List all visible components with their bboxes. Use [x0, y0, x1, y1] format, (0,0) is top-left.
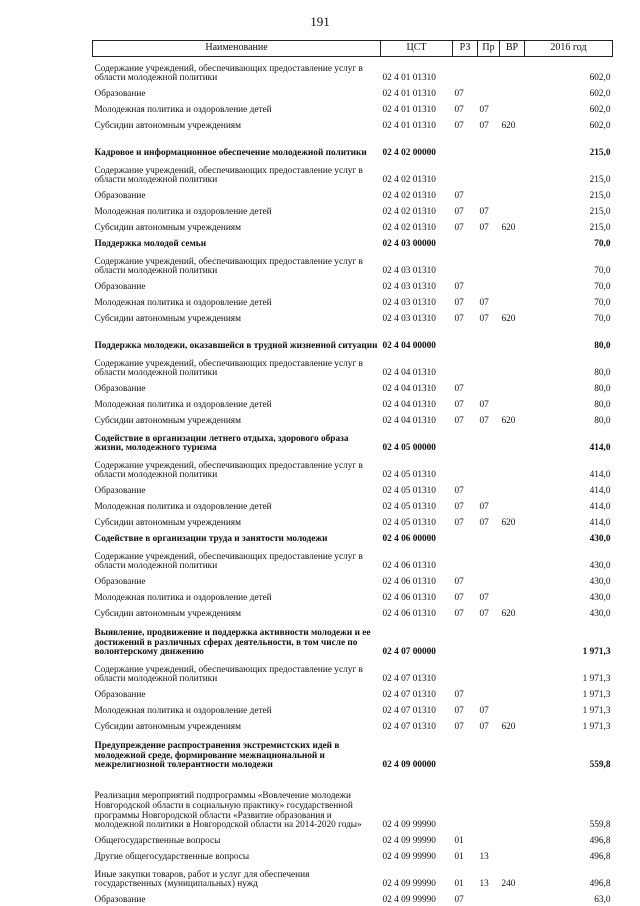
header-name: Наименование [93, 41, 381, 57]
row-rz: 01 [454, 852, 464, 863]
row-cst: 02 4 06 00000 [382, 534, 436, 545]
table-row [93, 427, 613, 454]
row-vr: 620 [501, 223, 516, 234]
row-cst: 02 4 06 01310 [382, 577, 436, 588]
row-cst: 02 4 09 00000 [382, 760, 436, 771]
table-row [93, 186, 613, 202]
row-rz: 07 [454, 895, 464, 906]
row-pr [478, 277, 500, 293]
row-amount: 215,0 [589, 175, 611, 186]
row-vr [500, 132, 525, 159]
row-amount: 430,0 [589, 593, 611, 604]
row-amount: 70,0 [594, 239, 611, 250]
row-vr [500, 701, 525, 717]
row-cst: 02 4 05 01310 [382, 518, 436, 529]
row-amount: 63,0 [594, 895, 611, 906]
row-cst: 02 4 09 99990 [382, 895, 436, 906]
row-vr [500, 588, 525, 604]
row-name: Молодежная политика и оздоровление детей [94, 400, 272, 411]
row-name: Молодежная политика и оздоровление детей [94, 593, 272, 604]
row-vr: 240 [501, 879, 516, 890]
row-vr [500, 685, 525, 701]
row-name: Субсидии автономным учреждениям [94, 609, 241, 620]
row-rz: 07 [454, 298, 464, 309]
row-rz: 07 [454, 690, 464, 701]
row-rz: 07 [454, 593, 464, 604]
row-vr [500, 529, 525, 545]
row-cst: 02 4 02 01310 [382, 207, 436, 218]
row-cst: 02 4 01 01310 [382, 105, 436, 116]
row-rz [453, 545, 478, 572]
row-vr: 620 [501, 518, 516, 529]
row-cst: 02 4 02 01310 [382, 175, 436, 186]
row-vr [500, 620, 525, 658]
row-cst: 02 4 07 00000 [382, 647, 436, 658]
row-cst: 02 4 05 01310 [382, 486, 436, 497]
table-row [93, 620, 613, 658]
table-row [93, 379, 613, 395]
row-vr [500, 352, 525, 379]
row-rz: 07 [454, 314, 464, 325]
row-pr: 07 [479, 121, 489, 132]
row-name: Молодежная политика и оздоровление детей [94, 207, 272, 218]
row-vr [500, 658, 525, 685]
row-cst: 02 4 03 01310 [382, 298, 436, 309]
row-vr [500, 100, 525, 116]
row-name: Предупреждение распространения экстремистских идей в молодежной среде, формирование межнациональной и межрелигиозной толерантности молодежи [94, 740, 340, 771]
row-vr: 620 [501, 314, 516, 325]
row-cst: 02 4 09 99990 [382, 820, 436, 831]
row-cst: 02 4 01 01310 [382, 73, 436, 84]
row-name: Общегосударственные вопросы [94, 836, 221, 847]
row-cst: 02 4 03 00000 [382, 239, 436, 250]
table-row [93, 572, 613, 588]
row-cst: 02 4 05 00000 [382, 443, 436, 454]
row-vr [500, 831, 525, 847]
row-name: Содержание учреждений, обеспечивающих предоставление услуг в области молодежной политики [94, 664, 363, 685]
row-amount: 496,8 [589, 836, 611, 847]
row-pr [478, 831, 500, 847]
table-row [93, 250, 613, 277]
header-rz: РЗ [453, 41, 478, 57]
row-name: Молодежная политика и оздоровление детей [94, 502, 272, 513]
row-amount: 602,0 [589, 121, 611, 132]
row-cst: 02 4 04 01310 [382, 400, 436, 411]
row-amount: 1 971,3 [582, 647, 611, 658]
row-pr: 07 [479, 223, 489, 234]
row-name: Поддержка молодежи, оказавшейся в трудной жизненной ситуации [94, 341, 378, 352]
row-rz: 07 [454, 105, 464, 116]
row-pr [478, 890, 500, 906]
row-rz: 07 [454, 502, 464, 513]
row-pr [478, 572, 500, 588]
row-cst: 02 4 06 01310 [382, 609, 436, 620]
row-pr [478, 250, 500, 277]
row-vr [500, 890, 525, 906]
row-rz: 01 [454, 836, 464, 847]
table-body [93, 57, 613, 906]
row-vr [500, 159, 525, 186]
row-rz: 07 [454, 207, 464, 218]
row-name: Образование [94, 690, 146, 701]
row-rz [453, 658, 478, 685]
row-amount: 430,0 [589, 561, 611, 572]
table-row [93, 454, 613, 481]
table-row [93, 890, 613, 906]
row-vr [500, 771, 525, 831]
row-rz [453, 159, 478, 186]
row-vr [500, 847, 525, 863]
row-rz: 07 [454, 121, 464, 132]
row-pr [478, 186, 500, 202]
row-cst: 02 4 03 01310 [382, 314, 436, 325]
row-cst: 02 4 05 01310 [382, 470, 436, 481]
header-pr: Пр [478, 41, 500, 57]
row-vr [500, 497, 525, 513]
row-vr: 620 [501, 416, 516, 427]
table-row [93, 588, 613, 604]
row-amount: 602,0 [589, 73, 611, 84]
row-amount: 80,0 [594, 384, 611, 395]
row-rz [453, 325, 478, 352]
row-amount: 80,0 [594, 416, 611, 427]
row-name: Иные закупки товаров, работ и услуг для обеспечения государственных (муниципальных) нужд [94, 869, 310, 890]
row-name: Поддержка молодой семьи [94, 239, 207, 250]
row-name: Содержание учреждений, обеспечивающих предоставление услуг в области молодежной политики [94, 551, 363, 572]
row-vr [500, 545, 525, 572]
row-name: Молодежная политика и оздоровление детей [94, 706, 272, 717]
row-amount: 1 971,3 [582, 706, 611, 717]
table-row [93, 513, 613, 529]
row-cst: 02 4 02 01310 [382, 191, 436, 202]
row-rz: 07 [454, 416, 464, 427]
row-vr [500, 379, 525, 395]
row-vr [500, 186, 525, 202]
table-row [93, 132, 613, 159]
row-vr [500, 250, 525, 277]
row-vr [500, 481, 525, 497]
row-rz [453, 733, 478, 771]
row-pr: 13 [479, 879, 489, 890]
row-amount: 496,8 [589, 879, 611, 890]
budget-table [92, 40, 613, 906]
row-name: Молодежная политика и оздоровление детей [94, 105, 272, 116]
table-row [93, 202, 613, 218]
table-row [93, 57, 613, 84]
table-row [93, 309, 613, 325]
row-pr [478, 132, 500, 159]
row-rz: 07 [454, 706, 464, 717]
row-rz [453, 132, 478, 159]
table-row [93, 481, 613, 497]
header-vr: ВР [500, 41, 525, 57]
row-amount: 559,8 [589, 760, 611, 771]
row-name: Выявление, продвижение и поддержка активности молодежи и ее достижений в различных сферах деятельности, в том числе по волонтерскому движению [94, 627, 371, 658]
row-amount: 1 971,3 [582, 722, 611, 733]
header-cst: ЦСТ [381, 41, 453, 57]
table-row [93, 831, 613, 847]
row-pr [478, 234, 500, 250]
row-pr: 07 [479, 518, 489, 529]
row-cst: 02 4 04 01310 [382, 416, 436, 427]
row-pr: 07 [479, 593, 489, 604]
row-name: Субсидии автономным учреждениям [94, 518, 241, 529]
row-rz [453, 250, 478, 277]
row-amount: 70,0 [594, 314, 611, 325]
row-name: Другие общегосударственные вопросы [94, 852, 250, 863]
row-cst: 02 4 06 01310 [382, 561, 436, 572]
table-row [93, 863, 613, 890]
row-cst: 02 4 03 01310 [382, 282, 436, 293]
row-rz [453, 454, 478, 481]
row-pr: 07 [479, 722, 489, 733]
row-pr [478, 427, 500, 454]
row-name: Субсидии автономным учреждениям [94, 314, 241, 325]
table-row [93, 685, 613, 701]
row-amount: 414,0 [589, 502, 611, 513]
row-name: Образование [94, 895, 146, 906]
table-row [93, 116, 613, 132]
row-name: Образование [94, 282, 146, 293]
row-vr: 620 [501, 722, 516, 733]
table-row [93, 411, 613, 427]
row-name: Реализация мероприятий подпрограммы «Вовлечение молодежи Новгородской области в социальную практику» государственной программы Новгородской области «Развитие образования и молодежной политики в Новгородской области на 2014-2020 годы» [94, 791, 362, 831]
row-pr [478, 454, 500, 481]
row-cst: 02 4 06 01310 [382, 593, 436, 604]
row-rz: 07 [454, 609, 464, 620]
row-pr: 07 [479, 706, 489, 717]
row-name: Субсидии автономным учреждениям [94, 121, 241, 132]
row-amount: 414,0 [589, 518, 611, 529]
page-number: 191 [310, 14, 330, 29]
row-pr [478, 733, 500, 771]
row-rz: 07 [454, 722, 464, 733]
row-pr: 07 [479, 502, 489, 513]
table-row [93, 658, 613, 685]
row-cst: 02 4 04 01310 [382, 384, 436, 395]
row-cst: 02 4 07 01310 [382, 706, 436, 717]
row-name: Образование [94, 89, 146, 100]
row-name: Содержание учреждений, обеспечивающих предоставление услуг в области молодежной политики [94, 460, 363, 481]
row-vr [500, 325, 525, 352]
row-pr [478, 771, 500, 831]
row-cst: 02 4 07 01310 [382, 690, 436, 701]
table-row [93, 847, 613, 863]
row-amount: 70,0 [594, 266, 611, 277]
row-amount: 430,0 [589, 534, 611, 545]
row-amount: 215,0 [589, 148, 611, 159]
row-amount: 215,0 [589, 207, 611, 218]
row-rz: 07 [454, 89, 464, 100]
row-vr [500, 202, 525, 218]
row-cst: 02 4 04 01310 [382, 368, 436, 379]
table-row [93, 529, 613, 545]
table-row [93, 733, 613, 771]
row-pr [478, 84, 500, 100]
table-row [93, 701, 613, 717]
row-rz [453, 529, 478, 545]
row-cst: 02 4 05 01310 [382, 502, 436, 513]
row-amount: 602,0 [589, 105, 611, 116]
row-amount: 430,0 [589, 609, 611, 620]
row-pr: 07 [479, 400, 489, 411]
row-cst: 02 4 09 99990 [382, 852, 436, 863]
row-name: Содержание учреждений, обеспечивающих предоставление услуг в области молодежной политики [94, 165, 363, 186]
row-vr: 620 [501, 121, 516, 132]
row-pr [478, 620, 500, 658]
row-amount: 70,0 [594, 282, 611, 293]
row-pr [478, 159, 500, 186]
row-pr [478, 379, 500, 395]
row-pr: 07 [479, 416, 489, 427]
table-row [93, 234, 613, 250]
row-rz: 07 [454, 223, 464, 234]
row-rz: 07 [454, 191, 464, 202]
row-pr: 07 [479, 207, 489, 218]
row-cst: 02 4 01 01310 [382, 89, 436, 100]
row-vr [500, 293, 525, 309]
row-amount: 1 971,3 [582, 690, 611, 701]
table-row [93, 497, 613, 513]
table-row [93, 100, 613, 116]
table-row [93, 717, 613, 733]
row-amount: 80,0 [594, 341, 611, 352]
row-amount: 1 971,3 [582, 674, 611, 685]
row-cst: 02 4 04 00000 [382, 341, 436, 352]
row-amount: 80,0 [594, 368, 611, 379]
row-name: Субсидии автономным учреждениям [94, 416, 241, 427]
table-row [93, 325, 613, 352]
row-vr [500, 84, 525, 100]
row-pr: 07 [479, 609, 489, 620]
row-pr [478, 57, 500, 84]
table-row [93, 159, 613, 186]
row-name: Образование [94, 486, 146, 497]
row-name: Образование [94, 191, 146, 202]
row-amount: 559,8 [589, 820, 611, 831]
row-amount: 80,0 [594, 400, 611, 411]
row-amount: 70,0 [594, 298, 611, 309]
table-row [93, 545, 613, 572]
row-name: Образование [94, 384, 146, 395]
row-cst: 02 4 02 00000 [382, 148, 436, 159]
row-rz [453, 352, 478, 379]
row-rz: 01 [454, 879, 464, 890]
row-rz [453, 427, 478, 454]
row-pr [478, 481, 500, 497]
row-rz [453, 57, 478, 84]
table-row [93, 293, 613, 309]
row-vr [500, 733, 525, 771]
table-row [93, 352, 613, 379]
row-name: Содействие в организации летнего отдыха, здорового образа жизни, молодежного туризма [94, 433, 349, 454]
row-cst: 02 4 09 99990 [382, 879, 436, 890]
row-cst: 02 4 01 01310 [382, 121, 436, 132]
row-name: Содействие в организации труда и занятости молодежи [94, 534, 328, 545]
row-vr [500, 572, 525, 588]
header-year: 2016 год [525, 41, 613, 57]
row-amount: 496,8 [589, 852, 611, 863]
row-pr [478, 658, 500, 685]
row-rz [453, 620, 478, 658]
row-rz: 07 [454, 518, 464, 529]
row-pr: 07 [479, 105, 489, 116]
row-amount: 414,0 [589, 486, 611, 497]
row-pr [478, 352, 500, 379]
row-amount: 215,0 [589, 223, 611, 234]
table-header-row [93, 41, 613, 57]
row-vr [500, 454, 525, 481]
row-amount: 414,0 [589, 470, 611, 481]
row-name: Кадровое и информационное обеспечение молодежной политики [94, 148, 367, 159]
row-rz: 07 [454, 400, 464, 411]
row-rz [453, 771, 478, 831]
row-name: Образование [94, 577, 146, 588]
row-amount: 215,0 [589, 191, 611, 202]
row-name: Содержание учреждений, обеспечивающих предоставление услуг в области молодежной политики [94, 63, 363, 84]
table-row [93, 604, 613, 620]
table-row [93, 277, 613, 293]
row-pr: 07 [479, 314, 489, 325]
row-amount: 430,0 [589, 577, 611, 588]
row-vr [500, 395, 525, 411]
row-pr [478, 325, 500, 352]
table-row [93, 218, 613, 234]
row-rz: 07 [454, 384, 464, 395]
row-vr [500, 277, 525, 293]
row-pr [478, 685, 500, 701]
row-pr [478, 545, 500, 572]
row-rz: 07 [454, 577, 464, 588]
row-cst: 02 4 03 01310 [382, 266, 436, 277]
row-cst: 02 4 07 01310 [382, 722, 436, 733]
row-name: Субсидии автономным учреждениям [94, 722, 241, 733]
row-cst: 02 4 07 01310 [382, 674, 436, 685]
row-amount: 414,0 [589, 443, 611, 454]
row-pr: 07 [479, 298, 489, 309]
row-name: Молодежная политика и оздоровление детей [94, 298, 272, 309]
row-name: Содержание учреждений, обеспечивающих предоставление услуг в области молодежной политики [94, 256, 363, 277]
row-pr: 13 [479, 852, 489, 863]
row-rz: 07 [454, 486, 464, 497]
table-row [93, 771, 613, 831]
row-cst: 02 4 02 01310 [382, 223, 436, 234]
row-amount: 602,0 [589, 89, 611, 100]
row-cst: 02 4 09 99990 [382, 836, 436, 847]
row-vr: 620 [501, 609, 516, 620]
row-pr [478, 529, 500, 545]
table-row [93, 395, 613, 411]
row-rz [453, 234, 478, 250]
row-vr [500, 234, 525, 250]
row-vr [500, 57, 525, 84]
row-rz: 07 [454, 282, 464, 293]
row-vr [500, 427, 525, 454]
row-name: Содержание учреждений, обеспечивающих предоставление услуг в области молодежной политики [94, 358, 363, 379]
row-name: Субсидии автономным учреждениям [94, 223, 241, 234]
table-row [93, 84, 613, 100]
